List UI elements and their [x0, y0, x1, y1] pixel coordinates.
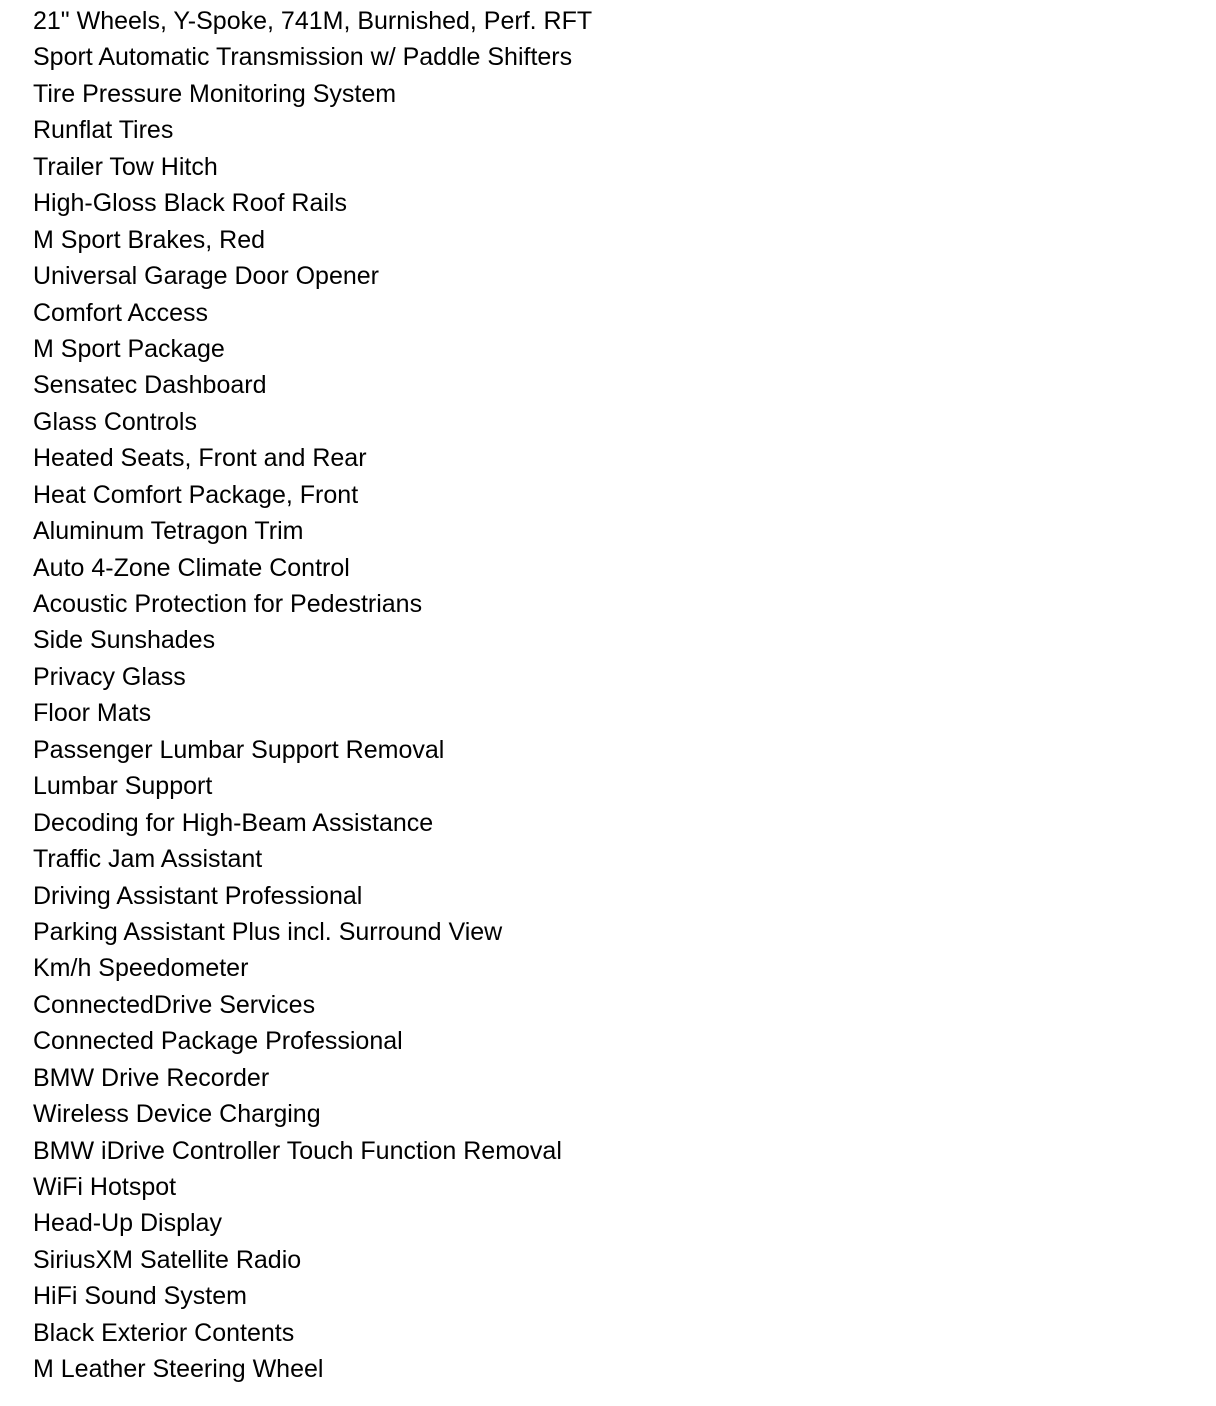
option-item: M Leather Steering Wheel	[33, 1355, 324, 1384]
option-item: Glass Controls	[33, 407, 197, 436]
option-item: Heated Seats, Front and Rear	[33, 444, 367, 473]
option-item: Wireless Device Charging	[33, 1100, 321, 1129]
option-item: Floor Mats	[33, 699, 152, 728]
option-item: BMW iDrive Controller Touch Function Removal	[33, 1136, 562, 1165]
option-item: Head-Up Display	[33, 1209, 222, 1238]
option-item: Side Sunshades	[33, 626, 216, 655]
option-item: Aluminum Tetragon Trim	[33, 517, 304, 546]
option-item: Sensatec Dashboard	[33, 371, 267, 400]
option-item: Black Exterior Contents	[33, 1318, 295, 1347]
option-item: SiriusXM Satellite Radio	[33, 1245, 302, 1274]
option-item: High-Gloss Black Roof Rails	[33, 189, 347, 218]
option-item: Trailer Tow Hitch	[33, 152, 218, 181]
option-item: Km/h Speedometer	[33, 954, 249, 983]
option-item: Acoustic Protection for Pedestrians	[33, 590, 423, 618]
option-item: Sport Automatic Transmission w/ Paddle Shifters	[33, 43, 573, 72]
option-item: Runflat Tires	[33, 116, 174, 145]
option-item: BMW Drive Recorder	[33, 1063, 270, 1092]
option-item: Auto 4-Zone Climate Control	[33, 553, 350, 582]
option-item: Tire Pressure Monitoring System	[33, 79, 397, 108]
option-item: Comfort Access	[33, 298, 209, 327]
option-item: Connected Package Professional	[33, 1027, 403, 1056]
option-item: Lumbar Support	[33, 772, 213, 801]
option-item: WiFi Hotspot	[33, 1173, 177, 1201]
vehicle-options-list	[33, 3, 592, 1388]
option-item: Privacy Glass	[33, 662, 186, 691]
option-item: M Sport Brakes, Red	[33, 225, 266, 254]
option-item: Driving Assistant Professional	[33, 881, 363, 910]
option-item: Traffic Jam Assistant	[33, 845, 263, 874]
option-item: Universal Garage Door Opener	[33, 262, 379, 291]
option-item: Decoding for High-Beam Assistance	[33, 808, 434, 837]
option-item: Heat Comfort Package, Front	[33, 480, 359, 509]
option-item: ConnectedDrive Services	[33, 990, 316, 1019]
option-item: M Sport Package	[33, 334, 225, 363]
option-item: 21" Wheels, Y-Spoke, 741M, Burnished, Perf. RFT	[33, 7, 593, 35]
option-item: Parking Assistant Plus incl. Surround View	[33, 917, 503, 946]
option-item: Passenger Lumbar Support Removal	[33, 735, 445, 764]
option-item: HiFi Sound System	[33, 1282, 247, 1311]
